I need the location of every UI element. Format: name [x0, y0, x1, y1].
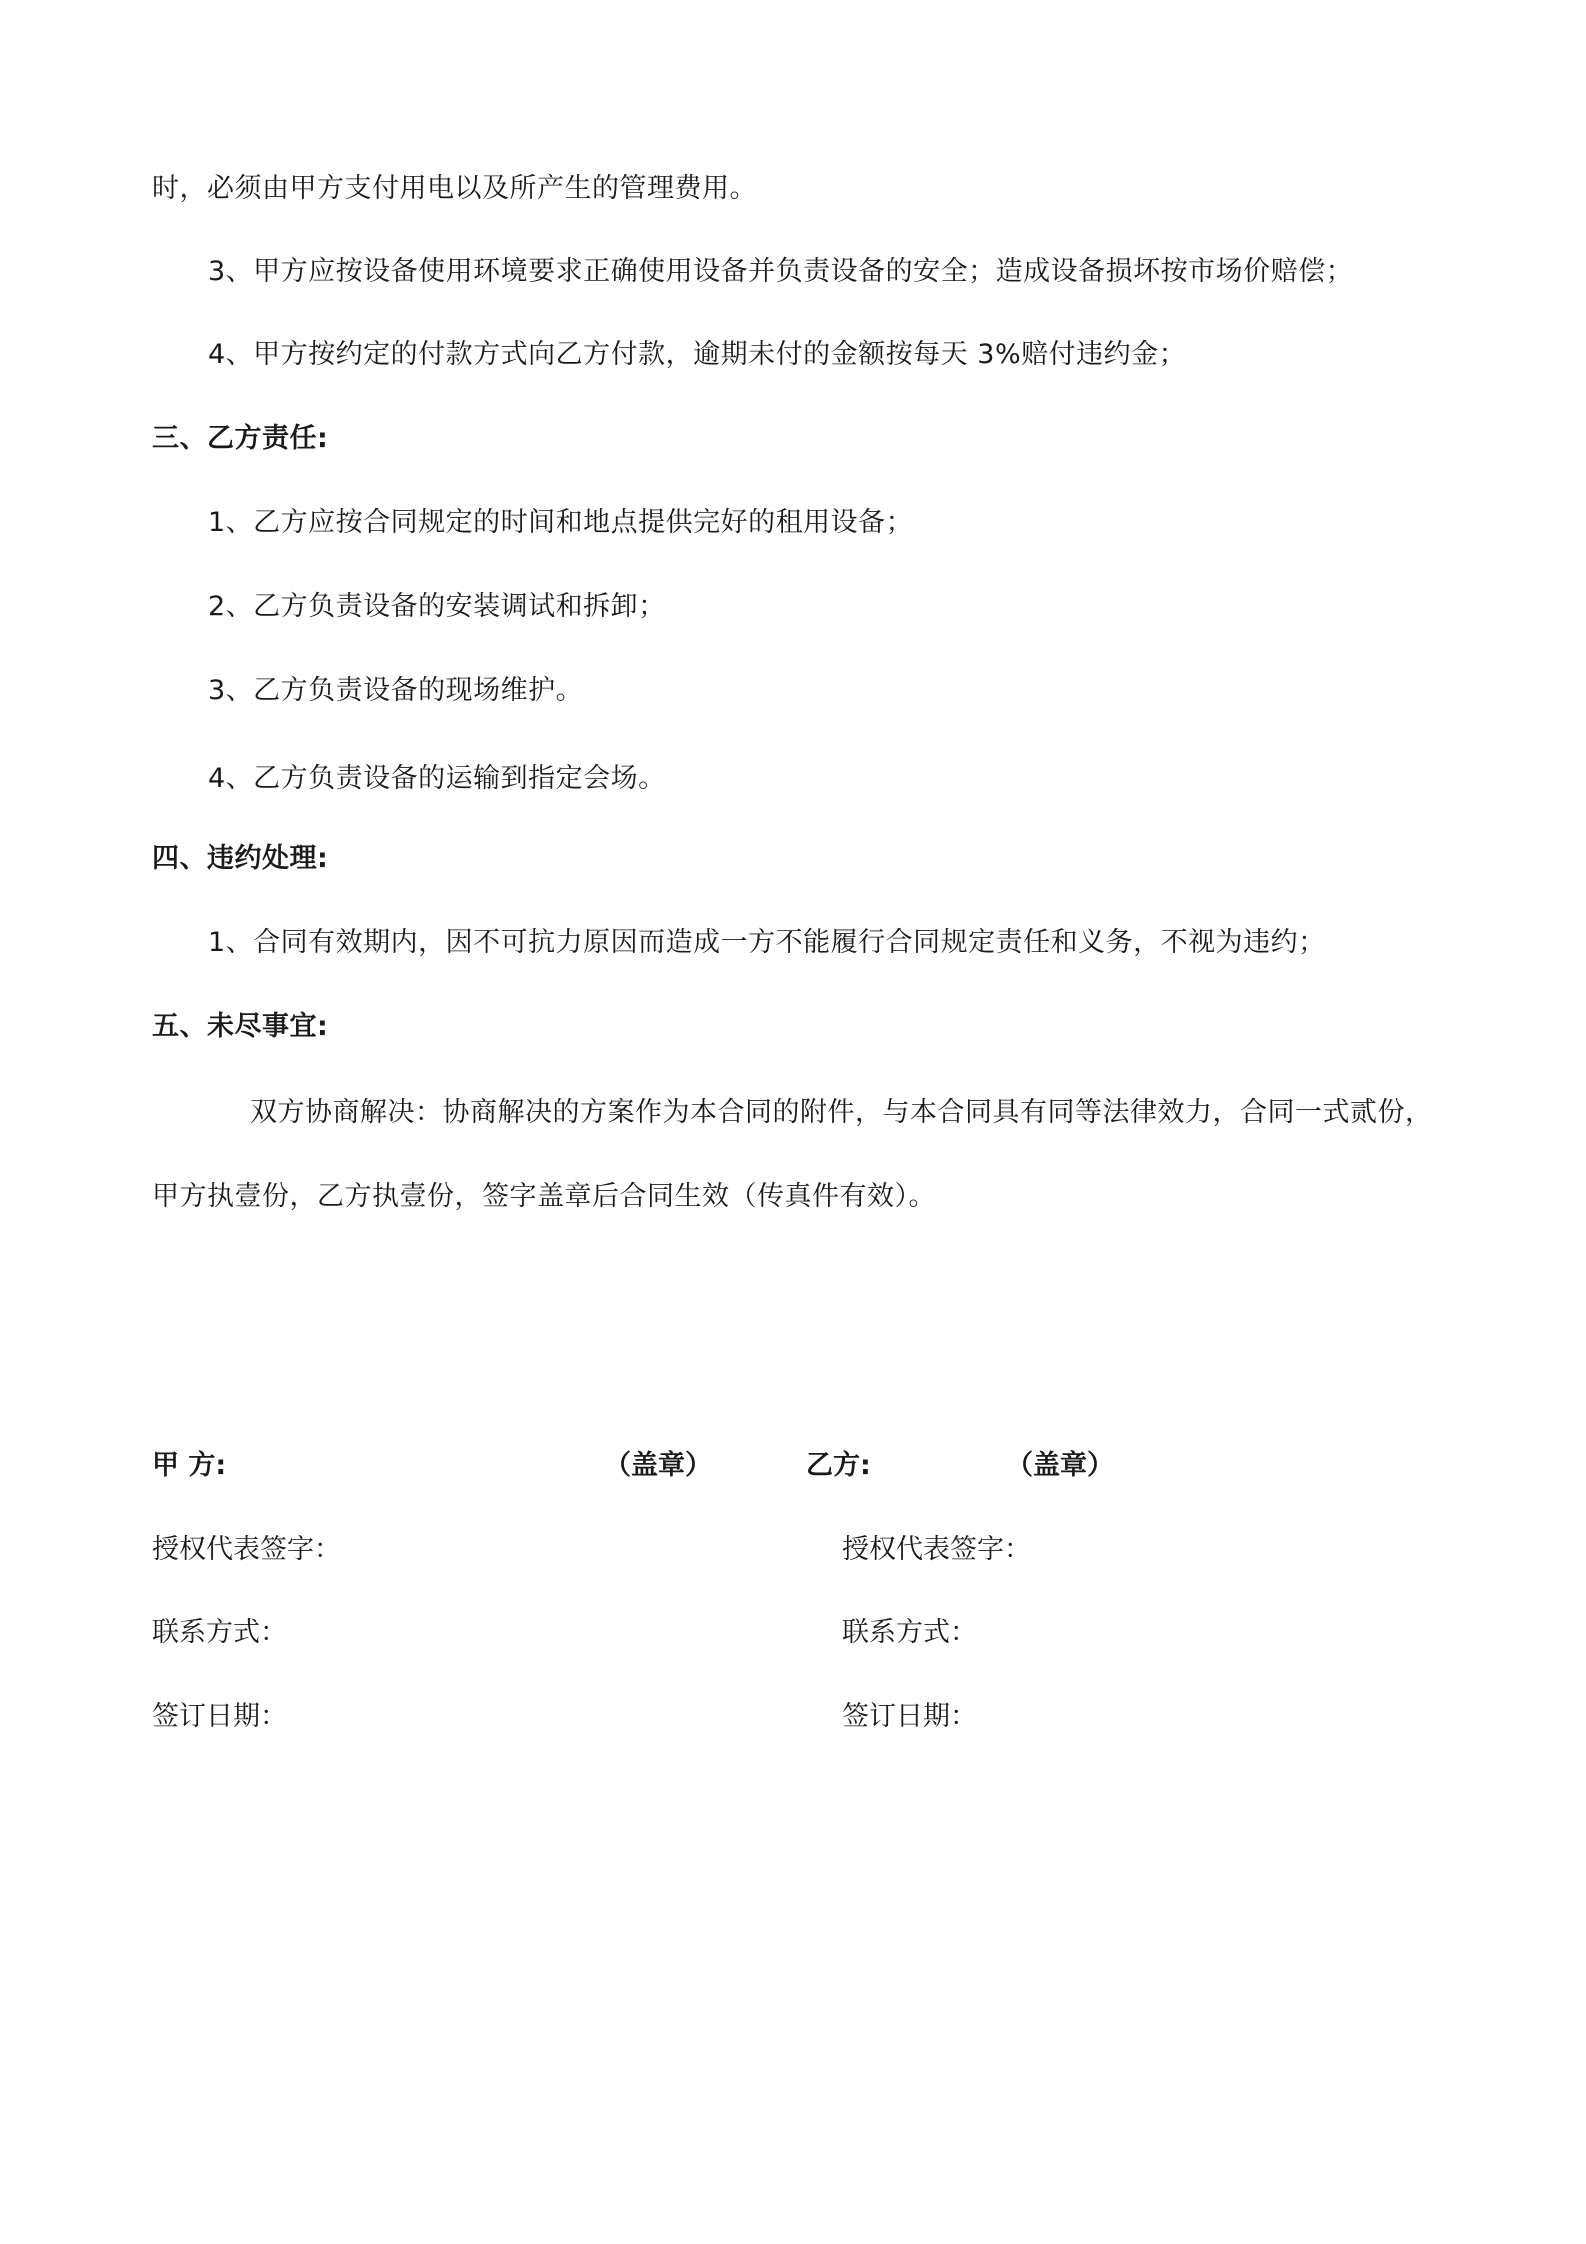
section-5-title: 五、未尽事宜:	[152, 1011, 329, 1042]
party-a-representative: 授权代表签字：	[152, 1534, 341, 1565]
section-4-title: 四、违约处理:	[152, 843, 329, 874]
clause-a-3: 3、甲方应按设备使用环境要求正确使用设备并负责设备的安全；造成设备损坏按市场价赔偿；	[208, 256, 1354, 287]
clause-b-1: 1、乙方应按合同规定的时间和地点提供完好的租用设备；	[208, 507, 914, 538]
clause-b-4: 4、乙方负责设备的运输到指定会场。	[208, 763, 666, 794]
section-5-paragraph-line-1: 双方协商解决：协商解决的方案作为本合同的附件，与本合同具有同等法律效力，合同一式贰份，	[250, 1097, 1433, 1128]
party-b-representative: 授权代表签字：	[842, 1534, 1031, 1565]
section-3-title: 三、乙方责任:	[152, 423, 329, 454]
party-a-label: 甲 方:	[152, 1450, 227, 1481]
party-b-date: 签订日期：	[842, 1701, 977, 1732]
party-b-label: 乙方:	[806, 1450, 871, 1481]
party-b-contact: 联系方式：	[842, 1617, 977, 1648]
party-a-date: 签订日期：	[152, 1701, 287, 1732]
body-line-1: 时，必须由甲方支付用电以及所产生的管理费用。	[152, 173, 757, 204]
section-5-paragraph-line-2: 甲方执壹份，乙方执壹份，签字盖章后合同生效（传真件有效）。	[152, 1181, 936, 1212]
party-b-seal: （盖章）	[1006, 1450, 1114, 1481]
party-a-contact: 联系方式：	[152, 1617, 287, 1648]
clause-a-4: 4、甲方按约定的付款方式向乙方付款，逾期未付的金额按每天 3%赔付违约金；	[208, 339, 1187, 370]
clause-b-2: 2、乙方负责设备的安装调试和拆卸；	[208, 591, 666, 622]
party-a-seal: （盖章）	[604, 1450, 712, 1481]
clause-c-1: 1、合同有效期内，因不可抗力原因而造成一方不能履行合同规定责任和义务，不视为违约；	[208, 927, 1326, 958]
clause-b-3: 3、乙方负责设备的现场维护。	[208, 675, 584, 706]
